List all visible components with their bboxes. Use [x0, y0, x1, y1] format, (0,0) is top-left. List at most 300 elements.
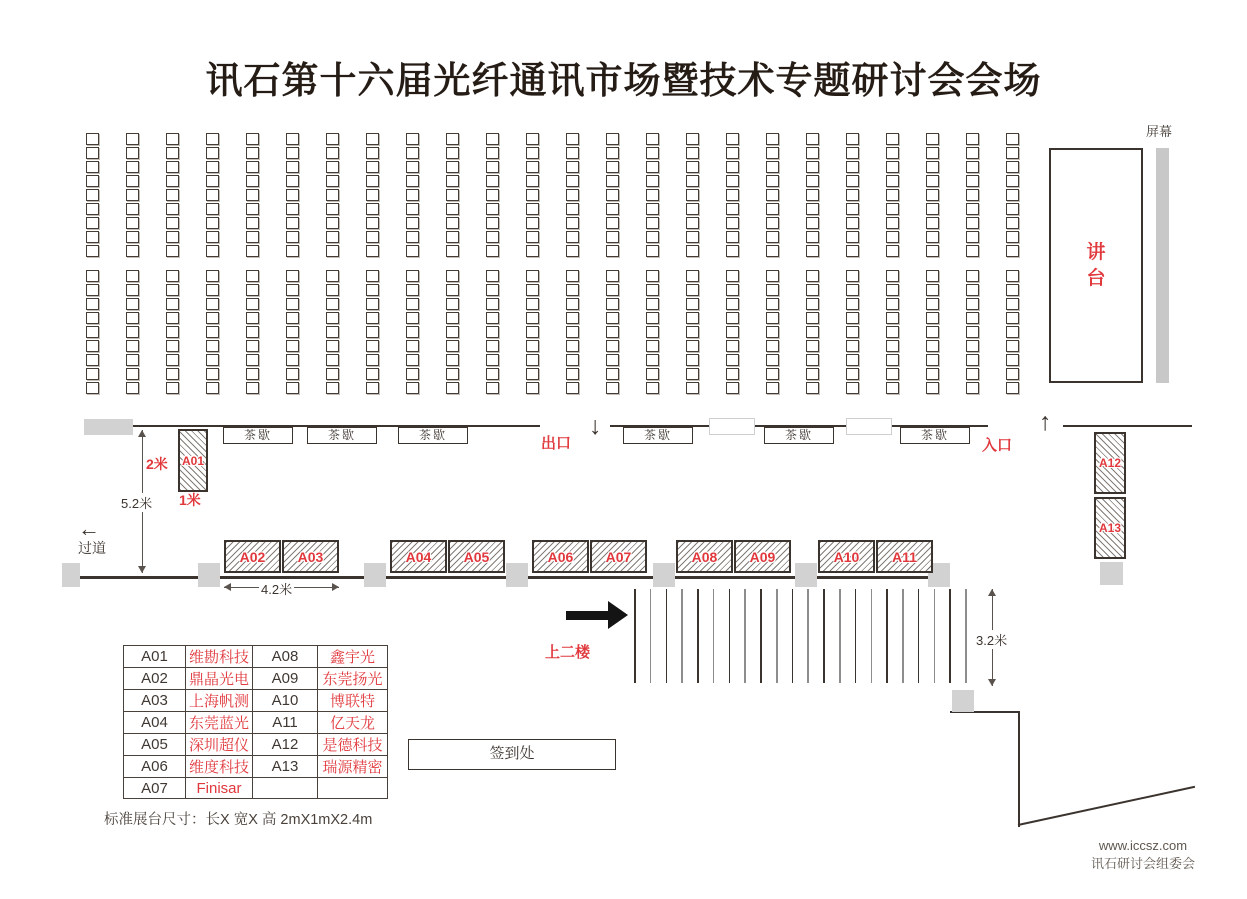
seat	[246, 326, 259, 338]
dim-pair-label: 4.2米	[259, 579, 294, 598]
booth-a01	[178, 429, 208, 492]
seat	[526, 175, 539, 187]
seat	[886, 133, 899, 145]
seat	[886, 217, 899, 229]
entrance-label: 入口	[982, 437, 1013, 454]
seat	[566, 312, 579, 324]
seat	[406, 270, 419, 282]
booth-label: A05	[463, 548, 490, 565]
seat	[726, 270, 739, 282]
seat	[726, 203, 739, 215]
right-arrow-head-icon	[608, 601, 628, 629]
seat	[606, 203, 619, 215]
seat	[486, 354, 499, 366]
seat	[926, 368, 939, 380]
seat	[366, 217, 379, 229]
seat	[686, 161, 699, 173]
seat	[206, 326, 219, 338]
seat	[206, 189, 219, 201]
seat	[686, 133, 699, 145]
seat	[966, 270, 979, 282]
seat	[606, 354, 619, 366]
side-table	[846, 418, 892, 435]
seat	[806, 270, 819, 282]
seat	[366, 298, 379, 310]
seat	[1006, 340, 1019, 352]
seat	[246, 354, 259, 366]
legend-company-name: 维度科技	[186, 756, 253, 778]
seat	[126, 175, 139, 187]
seat	[726, 161, 739, 173]
seat	[966, 231, 979, 243]
booth-label: A10	[833, 548, 860, 565]
seat	[646, 217, 659, 229]
seat	[246, 298, 259, 310]
seat	[726, 284, 739, 296]
seat	[406, 368, 419, 380]
seat	[966, 298, 979, 310]
tea-break-table: 茶歇	[764, 427, 834, 444]
seat	[366, 382, 379, 394]
seat	[606, 326, 619, 338]
seat	[766, 189, 779, 201]
seat	[766, 203, 779, 215]
seat	[966, 354, 979, 366]
seat	[1006, 133, 1019, 145]
seat	[646, 284, 659, 296]
seat	[366, 270, 379, 282]
seat	[966, 245, 979, 257]
seat	[846, 284, 859, 296]
seat	[726, 175, 739, 187]
legend-company-name: 鑫宇光	[318, 646, 388, 668]
signin-label: 签到处	[489, 745, 535, 762]
dim-stairs-label: 3.2米	[974, 630, 1009, 649]
seat	[526, 189, 539, 201]
seat	[886, 312, 899, 324]
seat	[366, 326, 379, 338]
seat	[686, 231, 699, 243]
seat	[446, 284, 459, 296]
seat	[446, 147, 459, 159]
seat	[806, 340, 819, 352]
seat	[766, 133, 779, 145]
seat	[286, 231, 299, 243]
seat	[406, 312, 419, 324]
legend-row	[124, 668, 388, 690]
stair-step	[697, 589, 699, 683]
booth-size-note: 标准展台尺寸：长X 宽X 高 2mX1mX2.4m	[104, 812, 373, 828]
seat	[606, 217, 619, 229]
legend-row	[124, 646, 388, 668]
booth-a12	[1094, 432, 1126, 494]
seat	[1006, 147, 1019, 159]
seat	[566, 133, 579, 145]
seat	[126, 189, 139, 201]
legend-company-name: 鼎晶光电	[186, 668, 253, 690]
seat	[966, 217, 979, 229]
seat	[206, 368, 219, 380]
seat	[126, 231, 139, 243]
legend-company-name: 维勘科技	[186, 646, 253, 668]
seat	[846, 161, 859, 173]
seat	[326, 133, 339, 145]
seat	[86, 340, 99, 352]
seat	[686, 203, 699, 215]
seat	[526, 217, 539, 229]
seat	[726, 147, 739, 159]
seat	[286, 270, 299, 282]
stair-step	[807, 589, 809, 683]
seat	[966, 326, 979, 338]
seat	[166, 382, 179, 394]
seat	[446, 340, 459, 352]
exit-label: 出口	[541, 435, 572, 452]
seat	[246, 284, 259, 296]
stair-step	[839, 589, 841, 683]
seat	[166, 284, 179, 296]
wall-segment	[1018, 711, 1020, 827]
seat	[126, 203, 139, 215]
seat	[166, 340, 179, 352]
stair-step	[965, 589, 967, 683]
seat	[86, 175, 99, 187]
seat	[926, 382, 939, 394]
seat	[286, 161, 299, 173]
seat	[486, 312, 499, 324]
seat	[326, 175, 339, 187]
seat	[926, 217, 939, 229]
seat	[486, 270, 499, 282]
seat	[566, 217, 579, 229]
seat	[126, 133, 139, 145]
seat	[166, 161, 179, 173]
seat	[126, 161, 139, 173]
seat	[806, 161, 819, 173]
seat	[566, 340, 579, 352]
seat	[686, 189, 699, 201]
seat	[446, 133, 459, 145]
pillar	[795, 563, 817, 587]
seat	[606, 382, 619, 394]
seat	[926, 161, 939, 173]
right-arrow-icon	[566, 611, 608, 620]
seat	[926, 147, 939, 159]
seat	[726, 245, 739, 257]
booth-label: A09	[749, 548, 776, 565]
seat	[126, 368, 139, 380]
seat	[206, 340, 219, 352]
seat	[766, 270, 779, 282]
seat	[446, 203, 459, 215]
seat	[1006, 161, 1019, 173]
seat	[526, 354, 539, 366]
seat	[366, 368, 379, 380]
dim-arrowhead	[332, 583, 339, 591]
booth-label: A12	[1098, 456, 1121, 470]
seat	[646, 298, 659, 310]
seat	[406, 147, 419, 159]
seat	[1006, 284, 1019, 296]
seat	[166, 354, 179, 366]
seat	[846, 147, 859, 159]
seat	[406, 203, 419, 215]
legend-booth-code: A09	[253, 668, 318, 690]
legend-company-name: 东莞扬光	[318, 668, 388, 690]
seat	[206, 231, 219, 243]
seat	[366, 161, 379, 173]
seat	[86, 161, 99, 173]
seat	[326, 245, 339, 257]
legend-company-name: 亿天龙	[318, 712, 388, 734]
seat	[806, 368, 819, 380]
seat	[606, 284, 619, 296]
seat	[806, 217, 819, 229]
seat	[366, 312, 379, 324]
seat	[406, 326, 419, 338]
booth-a05	[448, 540, 505, 573]
seat	[566, 270, 579, 282]
pillar	[84, 419, 133, 435]
booth-a02	[224, 540, 281, 573]
seat	[926, 203, 939, 215]
seat	[86, 217, 99, 229]
seat	[606, 368, 619, 380]
seat	[646, 161, 659, 173]
seat	[606, 161, 619, 173]
seat	[1006, 175, 1019, 187]
seat	[406, 161, 419, 173]
seat	[206, 245, 219, 257]
seat	[926, 270, 939, 282]
dim-arrowhead	[138, 430, 146, 437]
booth-a11	[876, 540, 933, 573]
seat	[1006, 245, 1019, 257]
seat	[86, 147, 99, 159]
seat	[926, 298, 939, 310]
booth-a08	[676, 540, 733, 573]
stair-step	[886, 589, 888, 683]
seat	[726, 231, 739, 243]
seat	[246, 175, 259, 187]
seat	[686, 312, 699, 324]
seat	[966, 382, 979, 394]
seat	[486, 298, 499, 310]
seat	[206, 217, 219, 229]
seat	[406, 245, 419, 257]
seat	[206, 284, 219, 296]
seat	[806, 298, 819, 310]
seat	[246, 161, 259, 173]
seat	[726, 382, 739, 394]
seat	[86, 326, 99, 338]
stair-step	[634, 589, 636, 683]
seat	[446, 270, 459, 282]
seat	[406, 284, 419, 296]
seat	[686, 354, 699, 366]
seat	[646, 175, 659, 187]
seat	[486, 284, 499, 296]
seat	[166, 175, 179, 187]
seat	[766, 382, 779, 394]
seat	[326, 189, 339, 201]
seat	[246, 245, 259, 257]
seat	[846, 382, 859, 394]
legend-booth-code: A02	[124, 668, 186, 690]
booth-a04	[390, 540, 447, 573]
seat	[886, 175, 899, 187]
stair-step	[744, 589, 746, 683]
seat	[126, 340, 139, 352]
seat	[966, 189, 979, 201]
seat	[686, 340, 699, 352]
seat	[686, 284, 699, 296]
dim-arrowhead	[988, 679, 996, 686]
pillar	[653, 563, 675, 587]
seat	[406, 133, 419, 145]
seat	[686, 147, 699, 159]
seat	[566, 354, 579, 366]
pillar	[506, 563, 528, 587]
seat	[606, 270, 619, 282]
legend-booth-code: A06	[124, 756, 186, 778]
seat	[806, 147, 819, 159]
seat	[206, 133, 219, 145]
seat	[126, 270, 139, 282]
seat	[446, 161, 459, 173]
seat	[406, 298, 419, 310]
seat	[166, 231, 179, 243]
podium-label: 讲台	[1086, 241, 1106, 289]
legend-booth-code: A13	[253, 756, 318, 778]
seat	[366, 203, 379, 215]
seat	[886, 161, 899, 173]
legend-company-name: 东莞蓝光	[186, 712, 253, 734]
seat	[286, 175, 299, 187]
legend-row	[124, 690, 388, 712]
legend-booth-code: A12	[253, 734, 318, 756]
stair-step	[949, 589, 951, 683]
seat	[286, 284, 299, 296]
seat	[246, 189, 259, 201]
seat	[806, 175, 819, 187]
seat	[926, 189, 939, 201]
seat	[406, 175, 419, 187]
seat	[86, 312, 99, 324]
seat	[566, 203, 579, 215]
seat	[806, 231, 819, 243]
stair-step	[871, 589, 873, 683]
entrance-arrow-icon: ↑	[1039, 408, 1052, 436]
seat	[566, 245, 579, 257]
seat	[206, 161, 219, 173]
seat	[486, 189, 499, 201]
seat	[86, 203, 99, 215]
seat	[526, 382, 539, 394]
seat	[446, 217, 459, 229]
seat	[1006, 312, 1019, 324]
seat	[886, 368, 899, 380]
seat	[326, 203, 339, 215]
podium	[1049, 148, 1143, 383]
seat	[886, 231, 899, 243]
seat	[86, 298, 99, 310]
seat	[326, 284, 339, 296]
exhibitor-legend-table	[123, 645, 388, 799]
booth-a03	[282, 540, 339, 573]
seat	[766, 161, 779, 173]
dim-arrowhead	[988, 589, 996, 596]
dim-a01-width: 1米	[179, 492, 201, 508]
seat	[446, 175, 459, 187]
seat	[726, 189, 739, 201]
seat	[766, 217, 779, 229]
pillar	[1100, 562, 1123, 585]
seat	[326, 368, 339, 380]
seat	[166, 368, 179, 380]
seat	[766, 175, 779, 187]
seat	[326, 161, 339, 173]
seat	[286, 217, 299, 229]
seat	[526, 203, 539, 215]
legend-company-name: Finisar	[186, 778, 253, 799]
seat	[886, 189, 899, 201]
seat	[846, 203, 859, 215]
seat	[126, 147, 139, 159]
pillar	[952, 690, 974, 712]
seat	[126, 382, 139, 394]
seat	[1006, 326, 1019, 338]
legend-booth-code: A08	[253, 646, 318, 668]
seat	[646, 270, 659, 282]
seat	[1006, 382, 1019, 394]
seat	[566, 231, 579, 243]
seat	[166, 326, 179, 338]
seat	[526, 245, 539, 257]
stair-step	[792, 589, 794, 683]
seat	[566, 382, 579, 394]
legend-company-name: 深圳超仪	[186, 734, 253, 756]
legend-booth-code: A04	[124, 712, 186, 734]
seat	[486, 161, 499, 173]
seat	[486, 147, 499, 159]
tea-break-table: 茶歇	[307, 427, 377, 444]
booth-label: A06	[547, 548, 574, 565]
seat	[206, 382, 219, 394]
seat	[526, 326, 539, 338]
seat	[166, 147, 179, 159]
seat	[606, 340, 619, 352]
stair-step	[713, 589, 715, 683]
seat	[886, 340, 899, 352]
seat	[726, 354, 739, 366]
stair-step	[760, 589, 762, 683]
dim-a01-height: 2米	[146, 456, 168, 472]
seat	[1006, 189, 1019, 201]
legend-company-name: 是德科技	[318, 734, 388, 756]
seat	[726, 368, 739, 380]
legend-company-name: 上海帆测	[186, 690, 253, 712]
seat	[846, 354, 859, 366]
seat	[166, 298, 179, 310]
seat	[206, 354, 219, 366]
seat	[526, 147, 539, 159]
seat	[686, 245, 699, 257]
seat	[646, 189, 659, 201]
seat	[366, 189, 379, 201]
seat	[646, 340, 659, 352]
seat	[326, 354, 339, 366]
